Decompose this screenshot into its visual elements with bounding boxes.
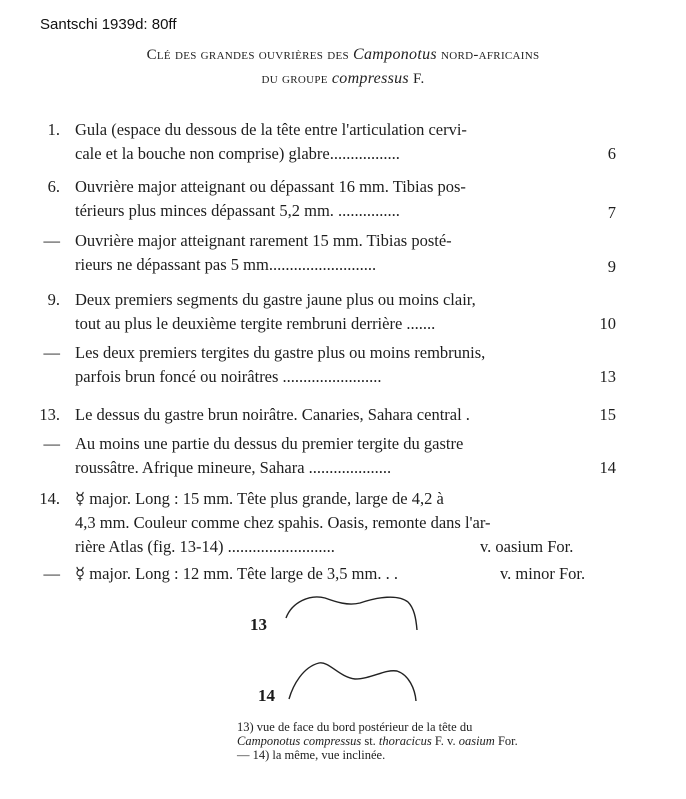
title-genus: Camponotus — [353, 46, 437, 63]
caption-italic: oasium — [458, 734, 495, 748]
entry-lead: 14 — [599, 458, 616, 477]
entry-number: — — [43, 343, 60, 362]
entry-lead: 9 — [607, 257, 616, 276]
figure-14-outline — [285, 655, 420, 705]
entry-text: Ouvrière major atteignant ou dépassant 16 mm. Tibias pos- — [75, 177, 466, 196]
entry-taxon: v. oasium For. — [480, 537, 574, 556]
title-part: du groupe — [261, 71, 328, 87]
entry-number: 6. — [47, 177, 60, 196]
entry-text: Au moins une partie du dessus du premier tergite du gastre — [75, 434, 464, 453]
key-title-line1 — [0, 46, 686, 64]
entry-lead: 10 — [599, 314, 616, 333]
entry-text: Le dessus du gastre brun noirâtre. Canaries, Sahara central . — [75, 405, 470, 424]
caption-italic: thoracicus — [378, 734, 432, 748]
entry-text: rière Atlas (fig. 13-14) .......................... — [75, 537, 335, 556]
entry-text: ☿ major. Long : 12 mm. Tête large de 3,5 mm. . . — [75, 564, 398, 583]
entry-text: roussâtre. Afrique mineure, Sahara .................... — [75, 458, 392, 477]
figure-13-label: 13 — [250, 615, 267, 634]
entry-text: rieurs ne dépassant pas 5 mm.......................... — [75, 255, 377, 274]
entry-number: 9. — [47, 290, 60, 309]
title-part: Clé des grandes ouvrières des — [146, 47, 349, 63]
entry-taxon: v. minor For. — [500, 564, 586, 583]
entry-text: 4,3 mm. Couleur comme chez spahis. Oasis, remonte dans l'ar- — [75, 513, 491, 532]
figure-13-outline — [280, 588, 425, 633]
caption-text: st. — [364, 734, 376, 748]
entry-text: Ouvrière major atteignant rarement 15 mm. Tibias posté- — [75, 231, 452, 250]
caption-text: For. — 14) la même, vue inclinée. — [237, 734, 518, 762]
caption-text: F. v. — [434, 734, 456, 748]
entry-text: parfois brun foncé ou noirâtres ........................ — [75, 367, 382, 386]
entry-text: cale et la bouche non comprise) glabre................. — [75, 144, 400, 163]
entry-lead: 13 — [599, 367, 616, 386]
title-part: F. — [413, 71, 425, 87]
entry-number: — — [43, 564, 60, 583]
caption-italic: Camponotus compressus — [237, 734, 362, 748]
entry-lead: 6 — [607, 144, 616, 163]
figure-14-label: 14 — [258, 686, 275, 705]
entry-text: tout au plus le deuxième tergite rembruni derrière ....... — [75, 314, 436, 333]
source-note: Santschi 1939d: 80ff — [40, 16, 177, 33]
entry-number: 13. — [39, 405, 60, 424]
caption-text: 13) vue de face du bord postérieur de la tête du — [237, 720, 473, 734]
entry-lead: 15 — [599, 405, 616, 424]
entry-number: — — [43, 231, 60, 250]
entry-number: — — [43, 434, 60, 453]
figure-caption — [237, 720, 527, 762]
entry-text: Deux premiers segments du gastre jaune plus ou moins clair, — [75, 290, 476, 309]
entry-text: Gula (espace du dessous de la tête entre l'articulation cervi- — [75, 120, 467, 139]
key-title-line2 — [0, 70, 686, 88]
entry-number: 1. — [47, 120, 60, 139]
entry-text: térieurs plus minces dépassant 5,2 mm. ............... — [75, 201, 400, 220]
title-group: compressus — [331, 70, 409, 87]
entry-number: 14. — [39, 489, 60, 508]
entry-text: Les deux premiers tergites du gastre plus ou moins rembrunis, — [75, 343, 486, 362]
entry-lead: 7 — [607, 203, 616, 222]
entry-text: ☿ major. Long : 15 mm. Tête plus grande, large de 4,2 à — [75, 489, 444, 508]
title-part: nord-africains — [440, 47, 540, 63]
